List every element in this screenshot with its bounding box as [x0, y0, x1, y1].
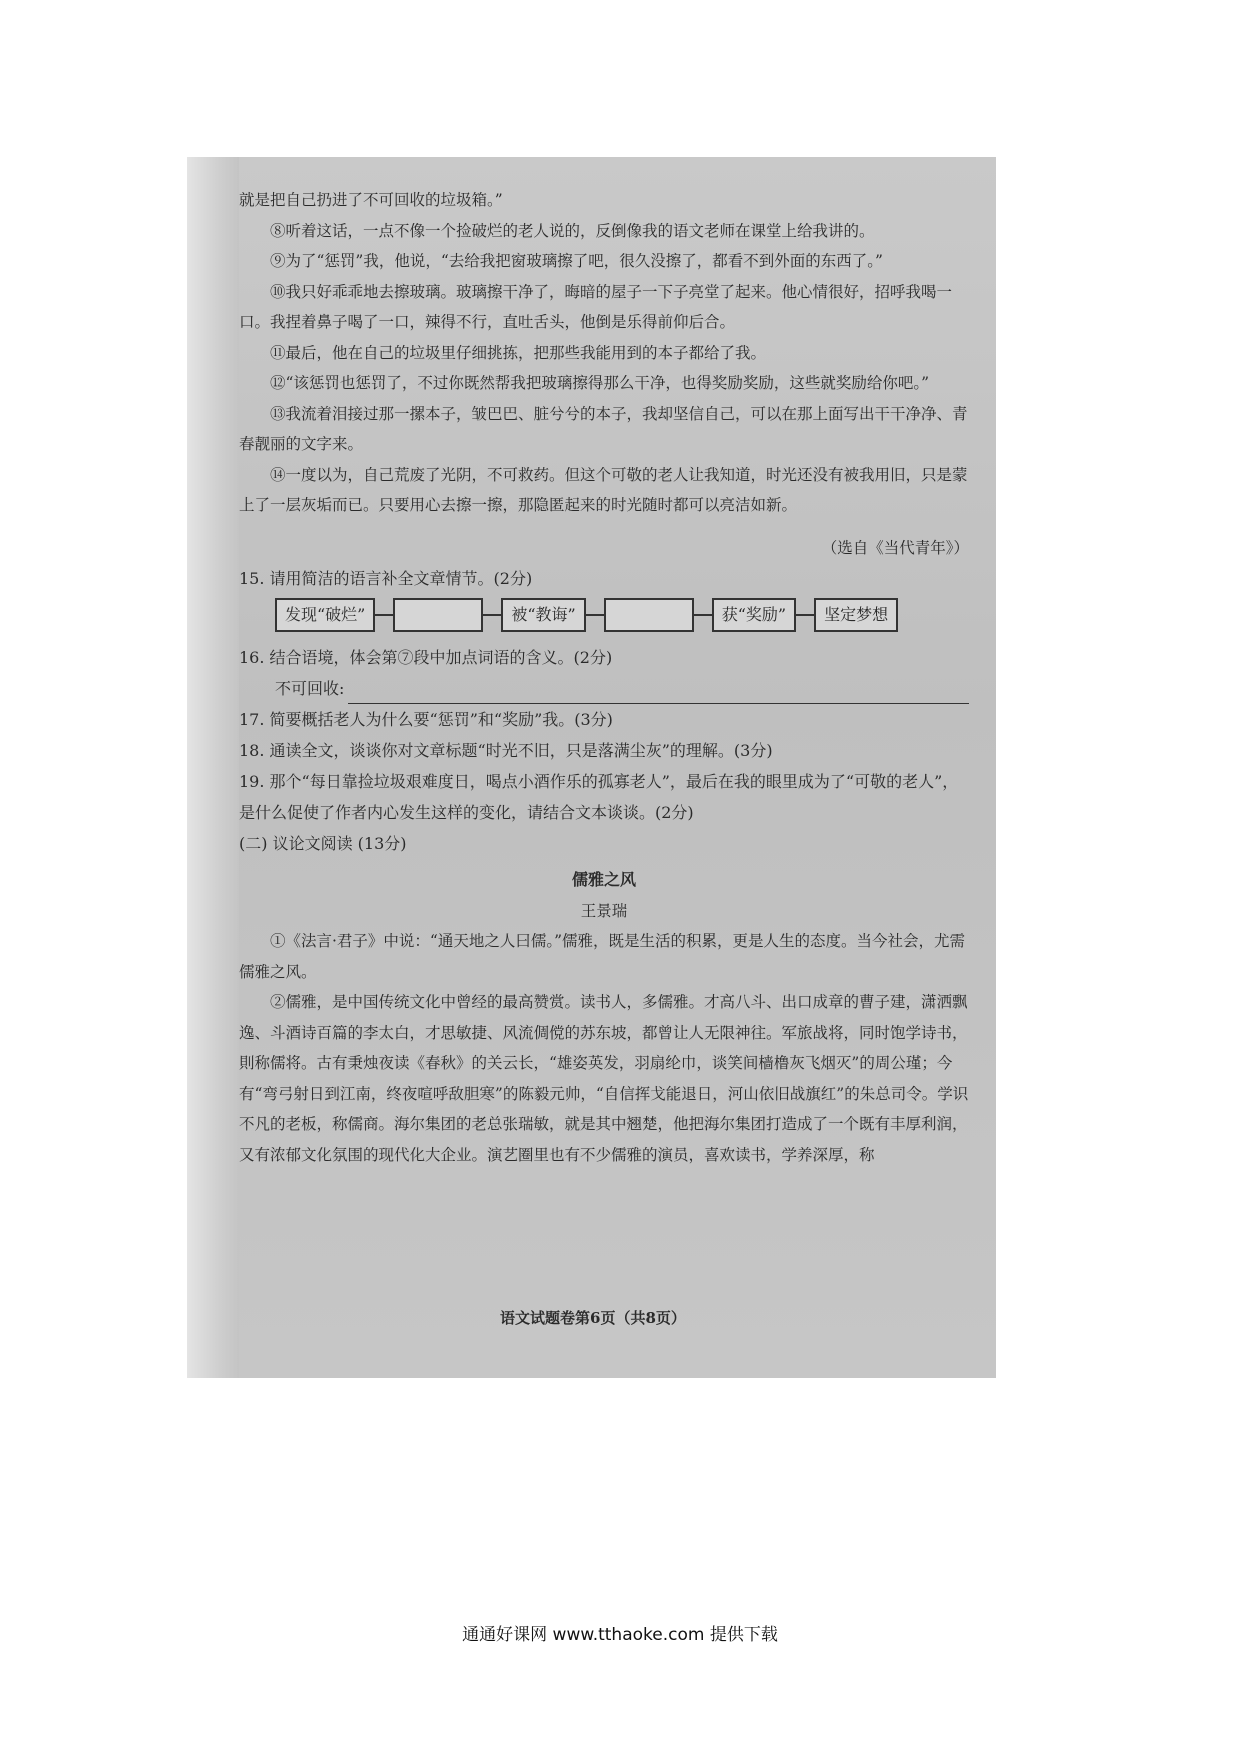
article-paragraph-1: ①《法言·君子》中说：“通天地之人曰儒。”儒雅，既是生活的积累，更是人生的态度。当今社会，尤需儒雅之风。 — [239, 932, 966, 981]
article-author: 王景瑞 — [580, 901, 628, 920]
passage-source: （选自《当代青年》） — [821, 538, 969, 557]
flow-connector — [586, 614, 604, 616]
question-16-term: 不可回收: — [275, 679, 345, 698]
flow-box-3: 被“教诲” — [501, 598, 585, 632]
page-footer: 语文试题卷第6页（共8页） — [500, 1309, 686, 1327]
passage-paragraph-11: ⑪最后，他在自己的垃圾里仔细挑拣，把那些我能用到的本子都给了我。 — [270, 343, 767, 362]
flow-box-6: 坚定梦想 — [814, 598, 898, 632]
passage-paragraph-13: ⑬我流着泪接过那一摞本子，皱巴巴、脏兮兮的本子，我却坚信自己，可以在那上面写出干干净净、青春靓丽的文字来。 — [239, 404, 968, 453]
question-17: 17. 简要概括老人为什么要“惩罚”和“奖励”我。(3分) — [239, 710, 613, 729]
question-19: 19. 那个“每日靠捡垃圾艰难度日，喝点小酒作乐的孤寡老人”，最后在我的眼里成为了“可敬的老人”，是什么促使了作者内心发生这样的变化，请结合文本谈谈。(2分) — [239, 772, 959, 822]
passage-paragraph: 就是把自己扔进了不可回收的垃圾箱。” — [239, 191, 503, 209]
section-heading: (二) 议论文阅读 (13分) — [239, 834, 407, 853]
question-16-answer — [239, 673, 969, 704]
flow-connector — [483, 614, 501, 616]
page-shadow — [187, 157, 239, 1378]
passage-paragraph-8: ⑧听着这话，一点不像一个捡破烂的老人说的，反倒像我的语文老师在课堂上给我讲的。 — [270, 221, 875, 240]
flow-box-5: 获“奖励” — [712, 598, 796, 632]
article-title: 儒雅之风 — [571, 870, 636, 889]
passage-paragraph-12: ⑫“该惩罚也惩罚了，不过你既然帮我把玻璃擦得那么干净，也得奖励奖励，这些就奖励给你吧。” — [270, 374, 930, 392]
scanned-page-photo — [187, 157, 996, 1378]
flow-connector — [375, 614, 393, 616]
page-content — [239, 185, 969, 1170]
question-15: 15. 请用简洁的语言补全文章情节。(2分) — [239, 569, 533, 588]
passage-paragraph-14: ⑭一度以为，自己荒废了光阴，不可救药。但这个可敬的老人让我知道，时光还没有被我用旧，只是蒙上了一层灰垢而已。只要用心去擦一擦，那隐匿起来的时光随时都可以亮洁如新。 — [239, 465, 968, 514]
plot-flowchart — [275, 598, 969, 632]
flow-box-blank-2[interactable] — [604, 598, 694, 632]
passage-paragraph-9: ⑨为了“惩罚”我，他说，“去给我把窗玻璃擦了吧，很久没擦了，都看不到外面的东西了。” — [270, 252, 883, 270]
article-paragraph-2: ②儒雅，是中国传统文化中曾经的最高赞赏。读书人，多儒雅。才高八斗、出口成章的曹子建，潇洒飘逸、斗酒诗百篇的李太白，才思敏捷、风流倜傥的苏东坡，都曾让人无限神往。军旅战将，同时饱学诗书，則称儒将。古有秉烛夜读《春秋》的关云长，“雄姿英发，羽扇纶巾，谈笑间樯橹灰飞烟灭”的周公瑾；今有“弯弓射日到江南，终夜喧呼敌胆寒”的陈毅元帅，“自信挥戈能退日，河山依旧战旗红”的朱总司令。学识不凡的老板，称儒商。海尔集团的老总张瑞敏，就是其中翘楚，他把海尔集团打造成了一个既有丰厚利润，又有浓郁文化氛围的现代化大企业。演艺圈里也有不少儒雅的演员，喜欢读书，学养深厚，称 — [239, 993, 969, 1164]
question-18: 18. 通读全文，谈谈你对文章标题“时光不旧，只是落满尘灰”的理解。(3分) — [239, 741, 773, 760]
passage-paragraph-10: ⑩我只好乖乖地去擦玻璃。玻璃擦干净了，晦暗的屋子一下子亮堂了起来。他心情很好，招呼我喝一口。我捏着鼻子喝了一口，辣得不行，直吐舌头，他倒是乐得前仰后合。 — [239, 282, 953, 331]
question-16: 16. 结合语境，体会第⑦段中加点词语的含义。(2分) — [239, 648, 613, 667]
flow-box-1: 发现“破烂” — [275, 598, 375, 632]
flow-connector — [796, 614, 814, 616]
answer-line[interactable] — [348, 681, 969, 704]
flow-box-blank-1[interactable] — [393, 598, 483, 632]
watermark-text: 通通好课网 www.tthaoke.com 提供下载 — [462, 1625, 778, 1645]
flow-connector — [694, 614, 712, 616]
